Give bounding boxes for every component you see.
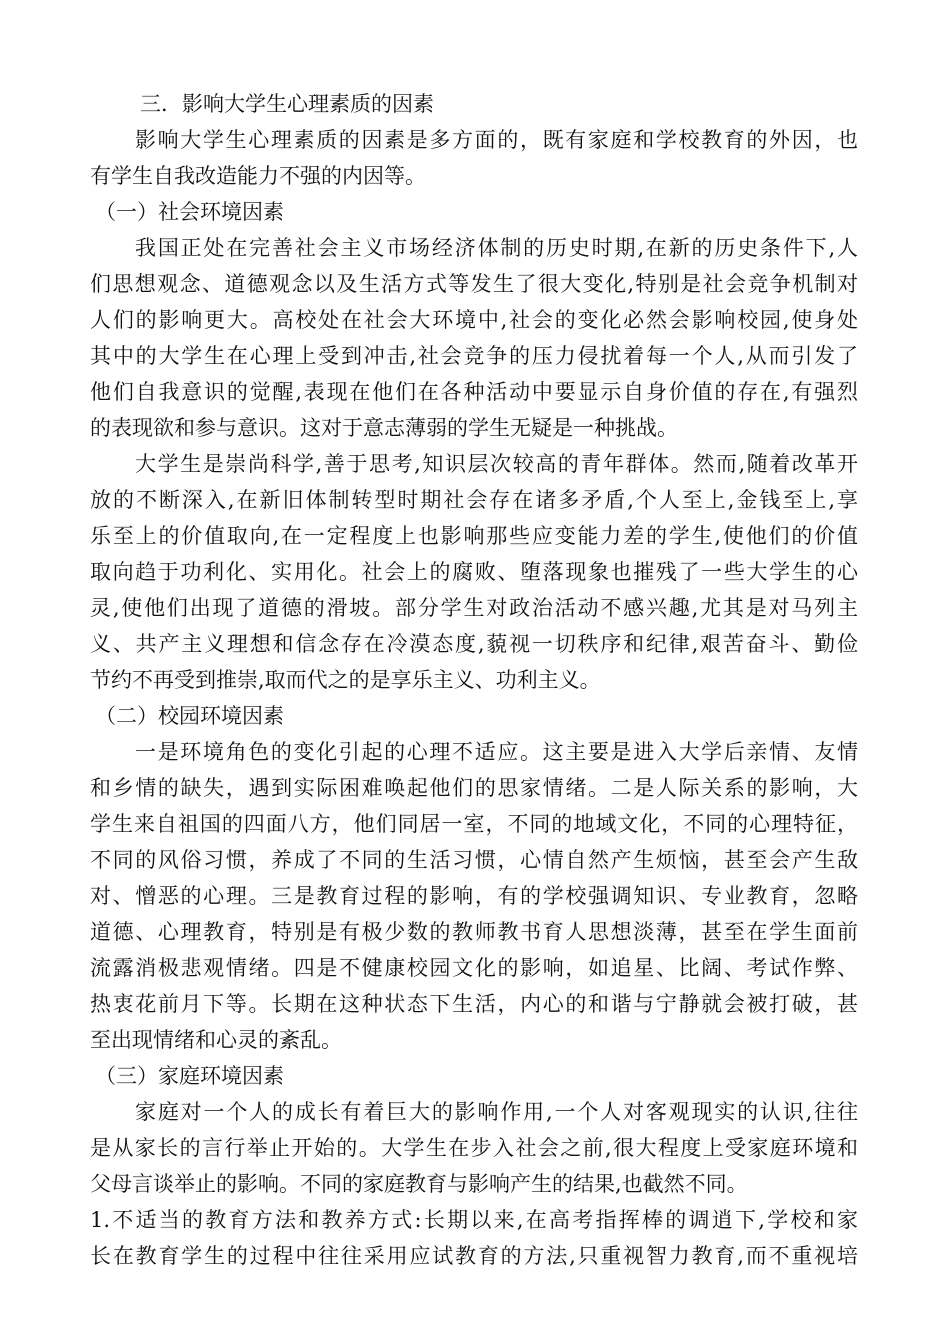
paragraph-line: 至出现情绪和心灵的紊乱。 <box>90 1028 342 1052</box>
paragraph-line: 放的不断深入,在新旧体制转型时期社会存在诸多矛盾,个人至上,金钱至上,享 <box>90 488 858 512</box>
paragraph-line: 人们的影响更大。高校处在社会大环境中,社会的变化必然会影响校园,使身处 <box>90 308 858 332</box>
paragraph-line: 节约不再受到推崇,取而代之的是享乐主义、功利主义。 <box>90 668 601 692</box>
paragraph-line: 和乡情的缺失，遇到实际困难唤起他们的思家情绪。二是人际关系的影响，大 <box>90 776 858 800</box>
paragraph-line: 道德、心理教育，特别是有极少数的教师教书育人思想淡薄，甚至在学生面前 <box>90 920 858 944</box>
paragraph-line: 灵,使他们出现了道德的滑坡。部分学生对政治活动不感兴趣,尤其是对马列主 <box>90 596 858 620</box>
paragraph-line: 其中的大学生在心理上受到冲击,社会竞争的压力侵扰着每一个人,从而引发了 <box>90 344 858 368</box>
paragraph-line: 乐至上的价值取向,在一定程度上也影响那些应变能力差的学生,使他们的价值 <box>90 524 858 548</box>
paragraph-line: 学生来自祖国的四面八方，他们同居一室，不同的地域文化，不同的心理特征， <box>90 812 858 836</box>
paragraph-line: 对、憎恶的心理。三是教育过程的影响，有的学校强调知识、专业教育，忽略 <box>90 884 858 908</box>
paragraph-line: 他们自我意识的觉醒,表现在他们在各种活动中要显示自身价值的存在,有强烈 <box>90 380 858 404</box>
paragraph-line: 义、共产主义理想和信念存在冷漠态度,藐视一切秩序和纪律,艰苦奋斗、勤俭 <box>90 632 858 656</box>
subsection-heading-social: （一）社会环境因素 <box>95 200 284 224</box>
paragraph-line: 的表现欲和参与意识。这对于意志薄弱的学生无疑是一种挑战。 <box>90 416 678 440</box>
subsection-heading-family: （三）家庭环境因素 <box>95 1064 284 1088</box>
section-title: 三．影响大学生心理素质的因素 <box>140 92 434 116</box>
intro-line: 影响大学生心理素质的因素是多方面的，既有家庭和学校教育的外因，也 <box>135 128 858 152</box>
paragraph-line: 我国正处在完善社会主义市场经济体制的历史时期,在新的历史条件下,人 <box>135 236 858 260</box>
paragraph-line: 取向趋于功利化、实用化。社会上的腐败、堕落现象也摧残了一些大学生的心 <box>90 560 858 584</box>
list-item-line: 长在教育学生的过程中往往采用应试教育的方法,只重视智力教育,而不重视培 <box>90 1244 858 1268</box>
paragraph-line: 热衷花前月下等。长期在这种状态下生活，内心的和谐与宁静就会被打破，甚 <box>90 992 858 1016</box>
subsection-heading-campus: （二）校园环境因素 <box>95 704 284 728</box>
paragraph-line: 们思想观念、道德观念以及生活方式等发生了很大变化,特别是社会竞争机制对 <box>90 272 858 296</box>
paragraph-line: 不同的风俗习惯，养成了不同的生活习惯，心情自然产生烦恼，甚至会产生敌 <box>90 848 858 872</box>
paragraph-line: 父母言谈举止的影响。不同的家庭教育与影响产生的结果,也截然不同。 <box>90 1172 748 1196</box>
paragraph-line: 流露消极悲观情绪。四是不健康校园文化的影响，如追星、比阔、考试作弊、 <box>90 956 858 980</box>
list-item-line: 1.不适当的教育方法和教养方式:长期以来,在高考指挥棒的调逍下,学校和家 <box>90 1208 858 1232</box>
paragraph-line: 大学生是崇尚科学,善于思考,知识层次较高的青年群体。然而,随着改革开 <box>135 452 858 476</box>
paragraph-line: 是从家长的言行举止开始的。大学生在步入社会之前,很大程度上受家庭环境和 <box>90 1136 858 1160</box>
intro-line: 有学生自我改造能力不强的内因等。 <box>90 164 426 188</box>
paragraph-line: 家庭对一个人的成长有着巨大的影响作用,一个人对客观现实的认识,往往 <box>135 1100 858 1124</box>
paragraph-line: 一是环境角色的变化引起的心理不适应。这主要是进入大学后亲情、友情 <box>135 740 858 764</box>
